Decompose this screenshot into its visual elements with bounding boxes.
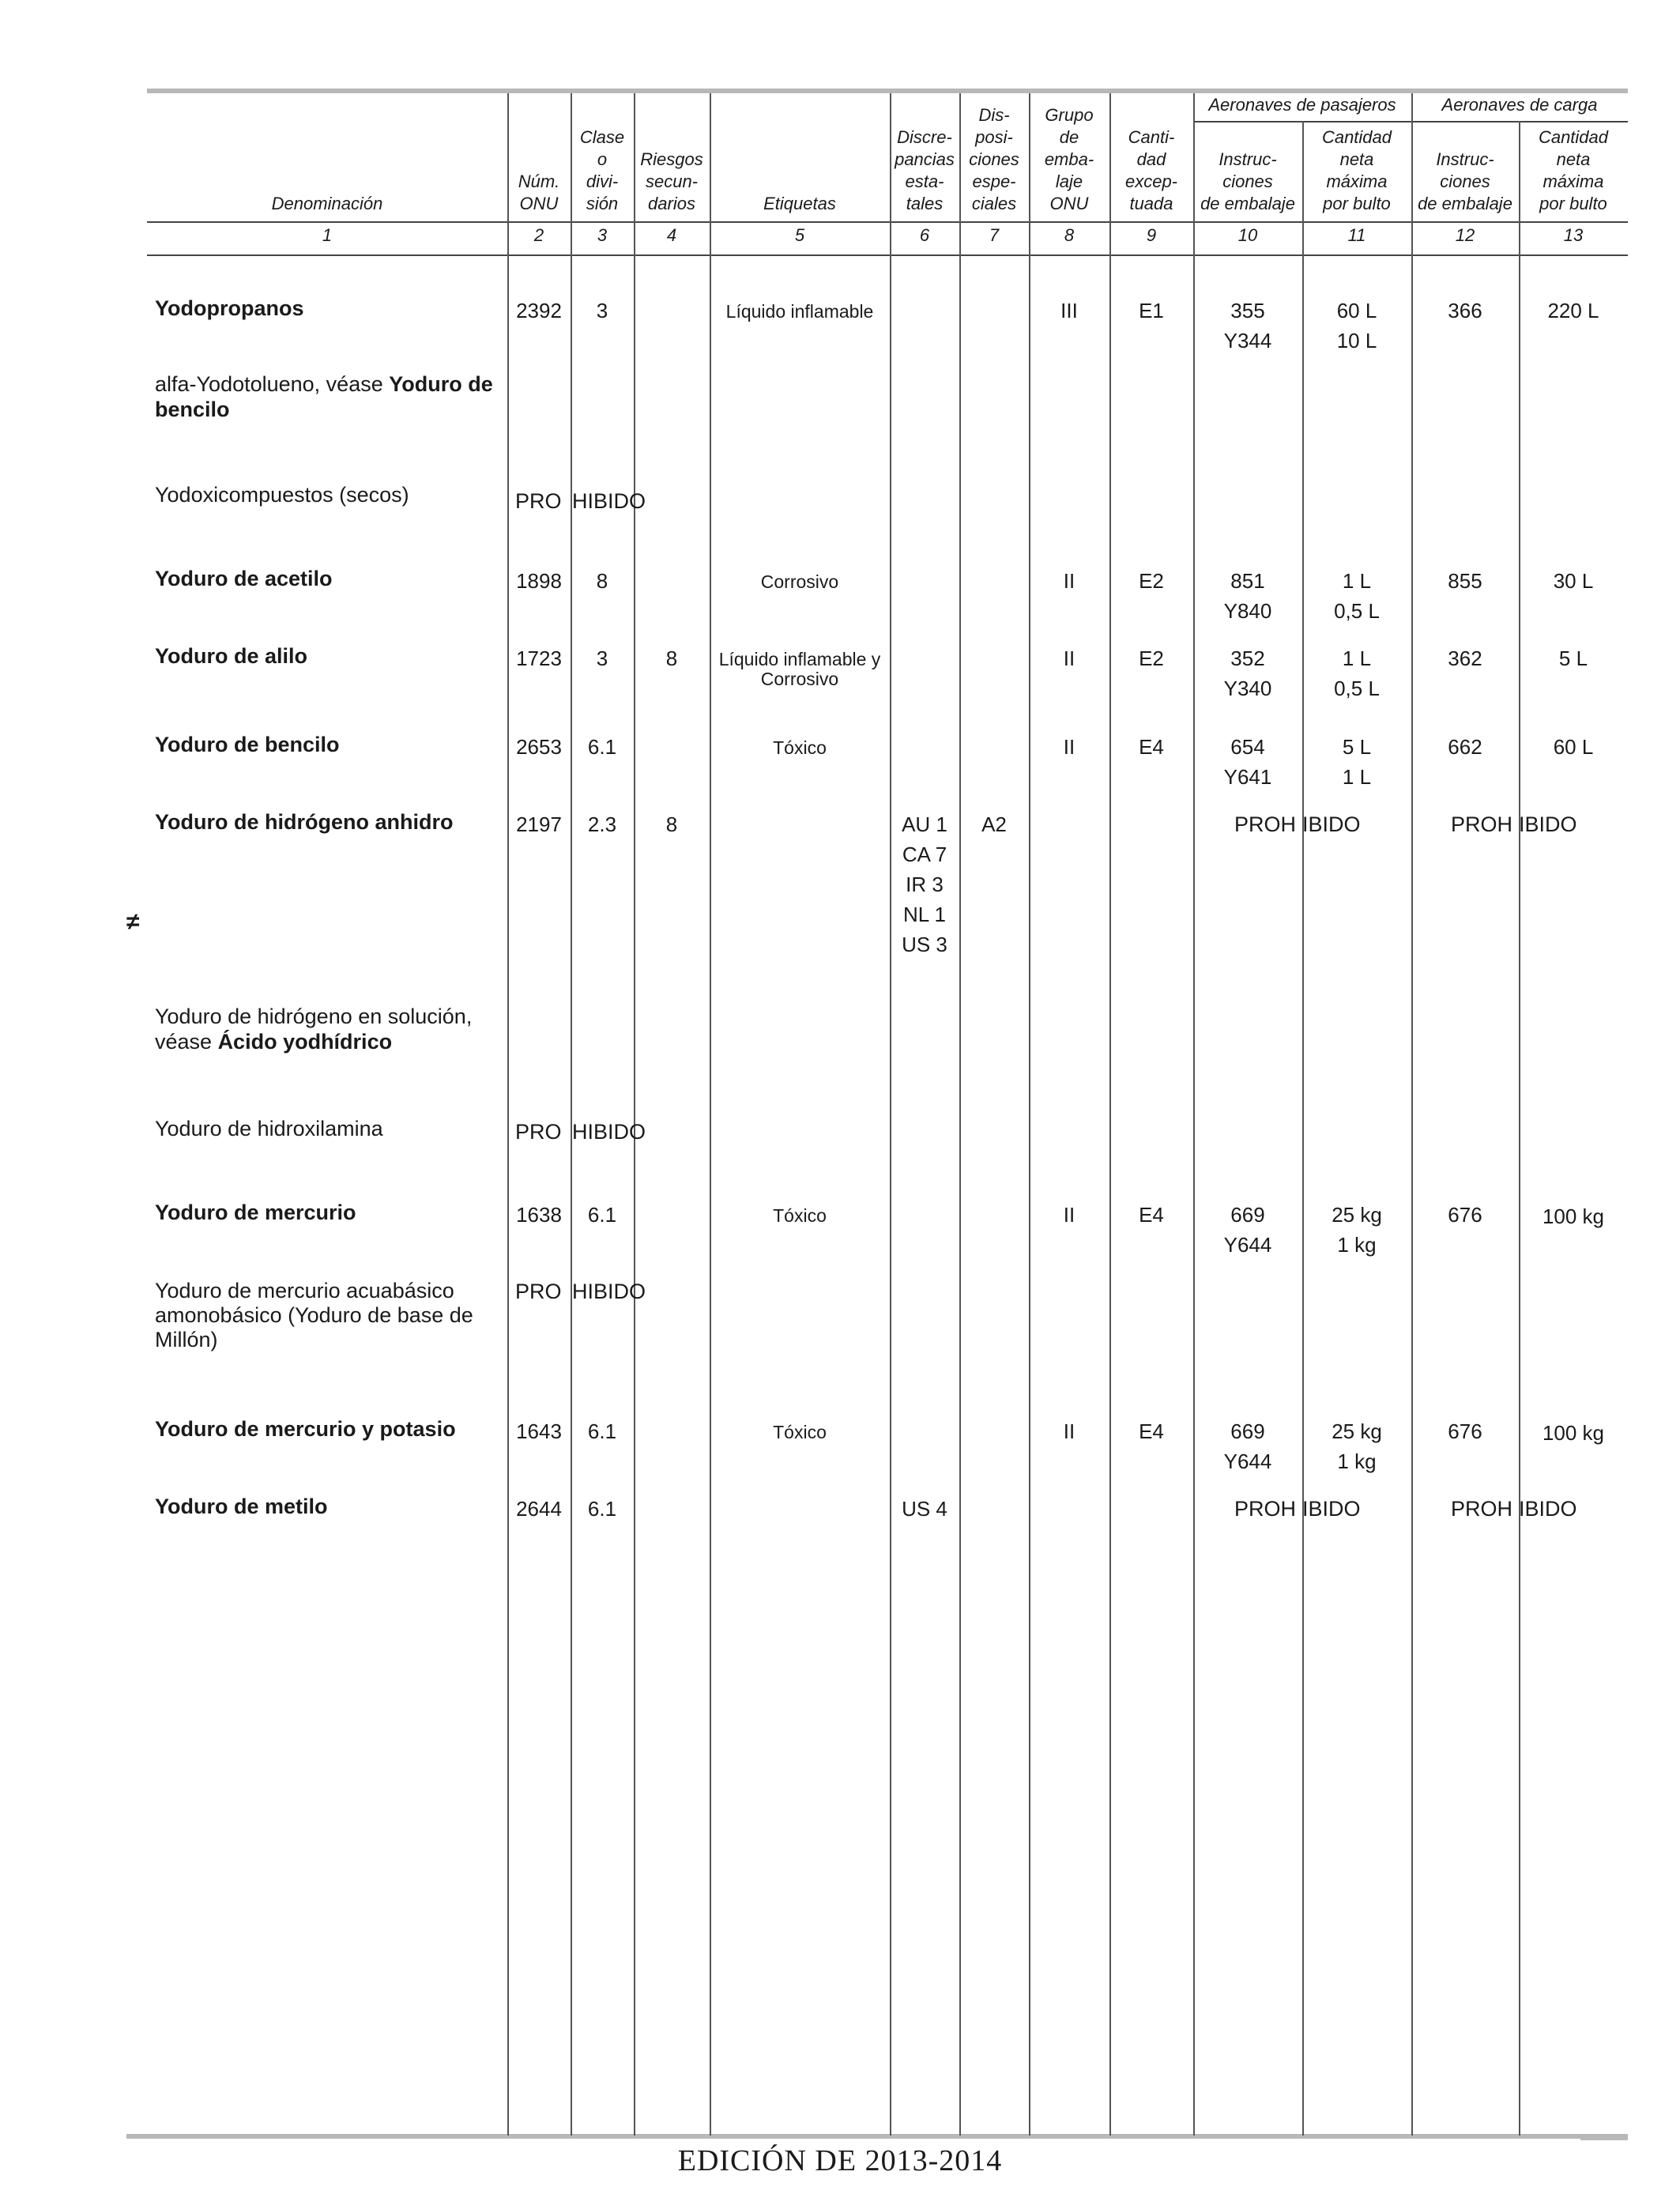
row-name: Yoduro de metilo [155, 1495, 328, 1518]
row-excepted-qty: E2 [1139, 647, 1164, 670]
row-pax-instructions: 851 Y840 [1223, 569, 1272, 623]
row-prohibited: PRO HIBIDO [515, 489, 646, 513]
row-un: 2644 [516, 1497, 562, 1521]
bottom-rule-end [1580, 2137, 1628, 2140]
row-prohibited: PRO HIBIDO [515, 1120, 646, 1144]
col-divider-7 [959, 93, 961, 2136]
row-un: 1898 [516, 569, 562, 593]
row-subsidiary-risk: 8 [665, 812, 678, 836]
col-divider-10 [1193, 93, 1195, 2136]
row-packing-group: II [1063, 1203, 1075, 1227]
margin-change-mark: ≠ [126, 909, 140, 935]
row-class: 2.3 [587, 812, 617, 836]
row-name: Yodopropanos [155, 296, 304, 320]
row-excepted-qty: E2 [1139, 569, 1164, 593]
col-number-12: 12 [1455, 225, 1475, 245]
row-cargo-instructions: 676 [1448, 1203, 1482, 1227]
row-packing-group: II [1063, 1419, 1075, 1443]
row-cargo-prohibited: PROH IBIDO [1451, 1497, 1577, 1521]
row-pax-instructions: 669 Y644 [1223, 1203, 1272, 1257]
row-prohibited: PRO HIBIDO [515, 1280, 646, 1303]
col-divider-2 [507, 93, 509, 2136]
row-un: 2653 [516, 735, 562, 759]
col-number-4: 4 [666, 225, 677, 245]
row-pax-qty: 25 kg 1 kg [1332, 1203, 1382, 1257]
header-cargo-instrucciones: Instruc- ciones de embalaje [1418, 149, 1512, 213]
row-cargo-qty: 100 kg [1542, 1204, 1605, 1228]
row-pax-qty: 25 kg 1 kg [1332, 1419, 1382, 1473]
row-pax-qty: 5 L 1 L [1342, 735, 1372, 789]
col-number-6: 6 [919, 225, 930, 245]
header-discrepancias: Discre- pancias esta- tales [895, 127, 955, 213]
row-excepted-qty: E1 [1139, 299, 1164, 322]
header-riesgos: Riesgos secun- darios [640, 149, 703, 213]
row-subsidiary-risk: 8 [665, 647, 678, 670]
row-name: Yoduro de hidrógeno anhidro [155, 810, 454, 834]
row-state-variations: AU 1 CA 7 IR 3 NL 1 US 3 [902, 812, 947, 956]
row-name: Yoduro de acetilo [155, 567, 333, 590]
row-name: Yoduro de alilo [155, 644, 308, 668]
row-class: 6.1 [587, 735, 617, 759]
col-number-7: 7 [989, 225, 1000, 245]
row-cargo-qty: 30 L [1553, 569, 1594, 593]
row-pax-qty: 1 L 0,5 L [1334, 647, 1380, 700]
col-divider-9 [1109, 93, 1111, 2136]
row-excepted-qty: E4 [1139, 1203, 1164, 1227]
row-pax-instructions: 352 Y340 [1223, 647, 1272, 700]
row-class: 6.1 [587, 1497, 617, 1521]
col-number-11: 11 [1347, 225, 1366, 245]
row-name: alfa-Yodotolueno, véase Yoduro de bencilo [155, 372, 493, 421]
row-excepted-qty: E4 [1139, 735, 1164, 759]
row-name: Yoduro de bencilo [155, 733, 340, 756]
col-number-2: 2 [533, 225, 544, 245]
row-cargo-instructions: 362 [1448, 647, 1482, 670]
row-name: Yoduro de mercurio acuabásico amonobásico (Yoduro de base de Millón) [155, 1279, 473, 1351]
row-class: 6.1 [587, 1419, 617, 1443]
header-cargo-cantidad: Cantidad neta máxima por bulto [1538, 127, 1609, 213]
row-pax-prohibited: PROH IBIDO [1234, 812, 1361, 836]
header-num-onu: Núm. ONU [518, 172, 560, 213]
group-header-cargo: Aeronaves de carga [1441, 95, 1598, 115]
row-un: 2197 [516, 812, 562, 836]
col-number-1: 1 [322, 225, 333, 245]
col-number-8: 8 [1064, 225, 1075, 245]
row-packing-group: II [1063, 647, 1075, 670]
row-label: Tóxico [773, 1205, 827, 1226]
col-divider-11 [1302, 121, 1304, 2136]
row-cargo-prohibited: PROH IBIDO [1451, 812, 1577, 836]
header-etiquetas: Etiquetas [763, 194, 836, 213]
col-number-9: 9 [1146, 225, 1157, 245]
row-class: 8 [596, 569, 608, 593]
row-label: Líquido inflamable [725, 301, 874, 322]
header-clase: Clase o divi- sión [579, 127, 625, 213]
row-pax-qty: 1 L 0,5 L [1334, 569, 1380, 623]
row-cargo-qty: 5 L [1558, 647, 1588, 670]
header-denominacion: Denominación [271, 194, 383, 213]
row-packing-group: III [1060, 299, 1078, 322]
row-label: Corrosivo [760, 571, 839, 592]
col-number-3: 3 [597, 225, 608, 245]
header-bottom-rule [147, 221, 1628, 223]
row-excepted-qty: E4 [1139, 1419, 1164, 1443]
edition-footer: EDICIÓN DE 2013-2014 [677, 2144, 1003, 2177]
row-special-provisions: A2 [981, 812, 1007, 836]
row-cargo-qty: 60 L [1553, 735, 1594, 759]
bottom-rule [126, 2134, 1628, 2139]
col-divider-3 [571, 93, 572, 2136]
col-number-5: 5 [794, 225, 805, 245]
row-cargo-qty: 220 L [1547, 299, 1599, 322]
row-un: 1638 [516, 1203, 562, 1227]
row-packing-group: II [1063, 735, 1075, 759]
row-un: 1723 [516, 647, 562, 670]
group-header-passenger: Aeronaves de pasajeros [1208, 95, 1396, 115]
col-divider-4 [634, 93, 635, 2136]
row-cargo-instructions: 676 [1448, 1419, 1482, 1443]
row-cargo-instructions: 366 [1448, 299, 1482, 322]
row-name: Yoduro de hidrógeno en solución, véase Ácido yodhídrico [155, 1005, 473, 1054]
row-cargo-instructions: 855 [1448, 569, 1482, 593]
header-cantidad-exceptuada: Canti- dad excep- tuada [1124, 127, 1178, 213]
row-pax-instructions: 654 Y641 [1223, 735, 1272, 789]
row-name: Yoduro de hidroxilamina [155, 1117, 383, 1140]
row-class: 6.1 [587, 1203, 617, 1227]
row-packing-group: II [1063, 569, 1075, 593]
row-un: 1643 [516, 1419, 562, 1443]
header-pax-cantidad: Cantidad neta máxima por bulto [1321, 127, 1392, 213]
column-number-rule [147, 254, 1628, 256]
row-class: 3 [596, 647, 608, 670]
col-divider-6 [890, 93, 891, 2136]
col-number-13: 13 [1563, 225, 1584, 245]
row-un: 2392 [516, 299, 562, 322]
col-divider-12 [1411, 93, 1413, 2136]
row-name: Yoduro de mercurio y potasio [155, 1417, 456, 1441]
header-disposiciones: Dis- posi- ciones espe- ciales [969, 105, 1019, 213]
header-pax-instrucciones: Instruc- ciones de embalaje [1200, 149, 1295, 213]
row-pax-prohibited: PROH IBIDO [1234, 1497, 1361, 1521]
row-name: Yodoxicompuestos (secos) [155, 483, 409, 507]
row-label: Tóxico [773, 737, 827, 758]
row-pax-instructions: 355 Y344 [1223, 299, 1272, 352]
col-number-10: 10 [1237, 225, 1258, 245]
col-divider-8 [1029, 93, 1030, 2136]
row-cargo-qty: 100 kg [1542, 1421, 1605, 1445]
row-name: Yoduro de mercurio [155, 1201, 356, 1224]
row-pax-instructions: 669 Y644 [1223, 1419, 1272, 1473]
row-pax-qty: 60 L 10 L [1336, 299, 1377, 352]
row-cargo-instructions: 662 [1448, 735, 1482, 759]
row-label: Líquido inflamable y Corrosivo [718, 649, 881, 689]
header-grupo-embalaje: Grupo de emba- laje ONU [1044, 105, 1094, 213]
row-state-variations: US 4 [902, 1497, 947, 1521]
col-divider-5 [710, 93, 711, 2136]
col-divider-13 [1519, 121, 1520, 2136]
row-class: 3 [596, 299, 608, 322]
row-label: Tóxico [773, 1422, 827, 1442]
